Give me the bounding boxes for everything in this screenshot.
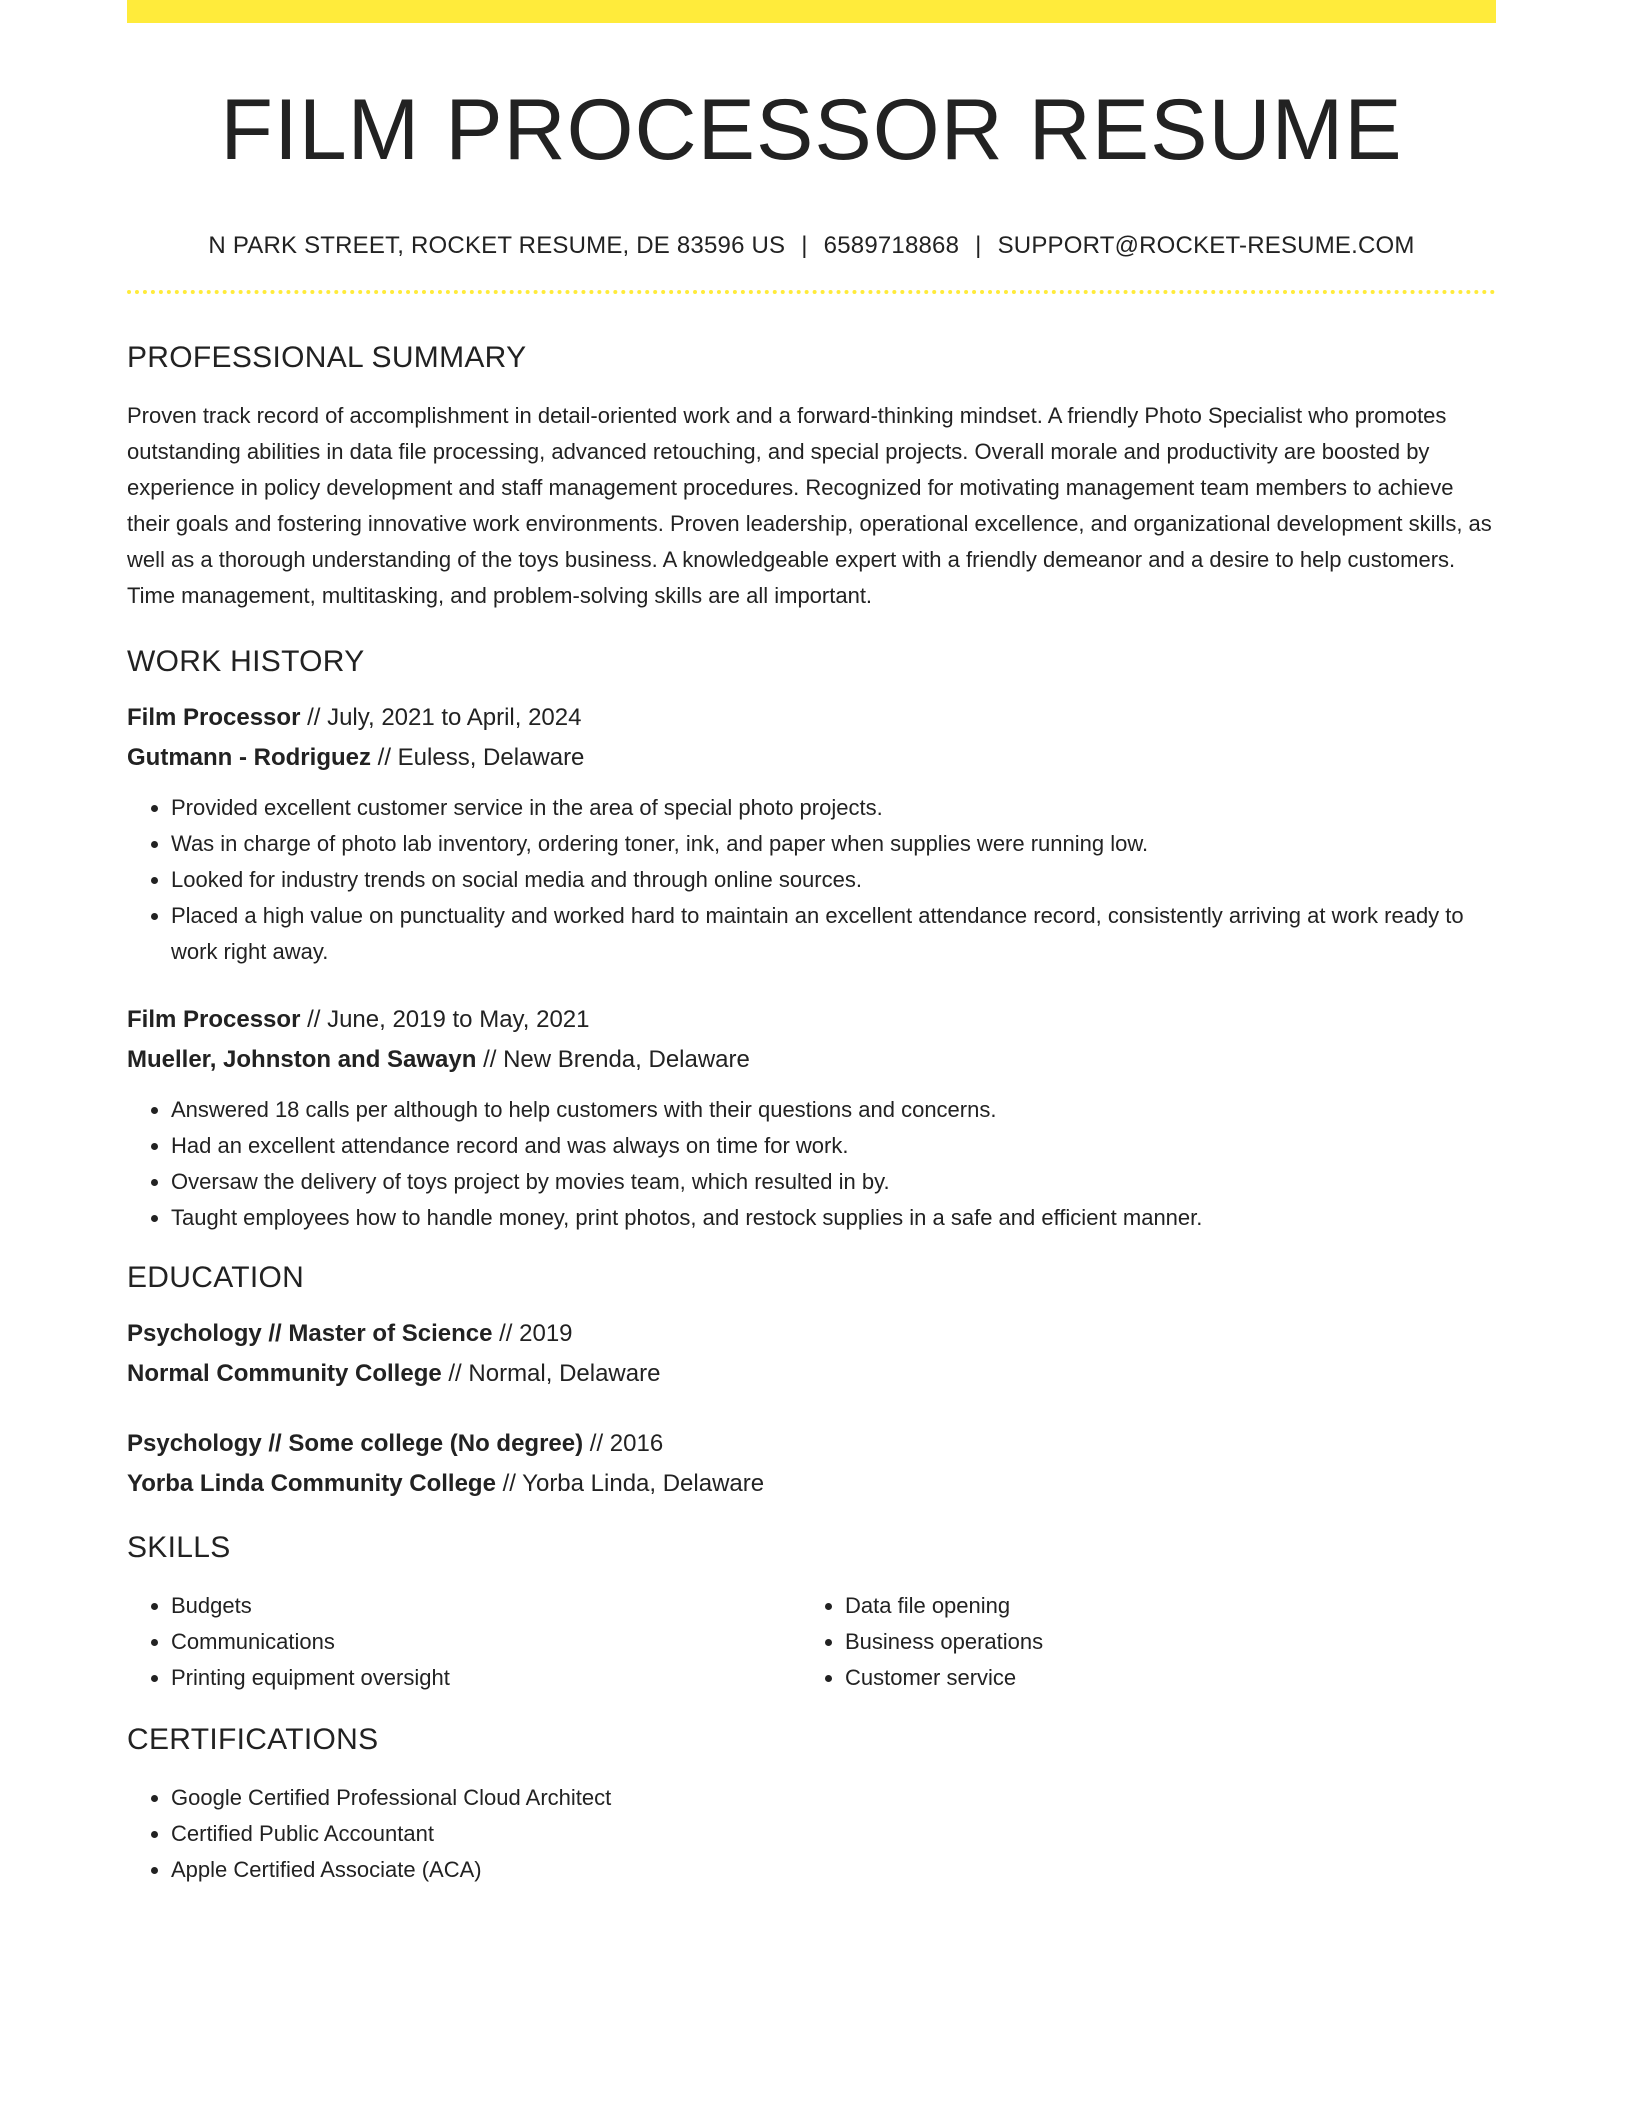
education-degree: Psychology // Master of Science: [127, 1319, 493, 1347]
skill-item: • Budgets: [171, 1588, 801, 1624]
dotted-divider: [127, 290, 1496, 294]
education-location: // Yorba Linda, Delaware: [495, 1469, 765, 1497]
job-dates: // July, 2021 to April, 2024: [300, 703, 582, 731]
skill-item: • Printing equipment oversight: [171, 1660, 801, 1696]
certifications-list: [127, 1780, 1496, 1888]
job-bullet-list: [127, 790, 1496, 970]
skills-list-left: [127, 1588, 801, 1696]
job-entry: [127, 698, 1496, 970]
education-degree: Psychology // Some college (No degree): [127, 1429, 584, 1457]
education-degree-line: [127, 1424, 1496, 1464]
education-entry: [127, 1314, 1496, 1394]
certification-item: • Apple Certified Associate (ACA): [171, 1852, 1496, 1888]
skill-item: • Customer service: [845, 1660, 1475, 1696]
contact-address: N PARK STREET, ROCKET RESUME, DE 83596 US: [208, 232, 786, 260]
job-bullet: • Placed a high value on punctuality and worked hard to maintain an excellent attendance record, consistently arriving at work ready to work right away.: [171, 898, 1496, 970]
job-bullet: • Taught employees how to handle money, print photos, and restock supplies in a safe and efficient manner.: [171, 1200, 1496, 1236]
job-title: Film Processor: [127, 1005, 301, 1033]
contact-separator: |: [801, 232, 808, 260]
job-bullet-list: [127, 1092, 1496, 1236]
job-company: Mueller, Johnston and Sawayn: [127, 1045, 477, 1073]
skills-grid: [127, 1588, 1496, 1696]
education-year: // 2019: [492, 1319, 573, 1347]
education-degree-line: [127, 1314, 1496, 1354]
job-bullet: • Had an excellent attendance record and was always on time for work.: [171, 1128, 1496, 1164]
job-bullet: • Was in charge of photo lab inventory, ordering toner, ink, and paper when supplies were running low.: [171, 826, 1496, 862]
contact-separator: |: [975, 232, 982, 260]
education-school: Normal Community College: [127, 1359, 442, 1387]
certification-item: • Certified Public Accountant: [171, 1816, 1496, 1852]
job-location: // New Brenda, Delaware: [476, 1045, 750, 1073]
section-heading-work-history: WORK HISTORY: [127, 644, 365, 678]
job-dates: // June, 2019 to May, 2021: [300, 1005, 590, 1033]
education-location: // Normal, Delaware: [441, 1359, 661, 1387]
job-bullet: • Provided excellent customer service in the area of special photo projects.: [171, 790, 1496, 826]
section-heading-summary: PROFESSIONAL SUMMARY: [127, 340, 527, 374]
job-company: Gutmann - Rodriguez: [127, 743, 371, 771]
contact-phone: 6589718868: [823, 232, 960, 260]
job-location: // Euless, Delaware: [370, 743, 585, 771]
job-company-line: [127, 1040, 1496, 1080]
resume-title: FILM PROCESSOR RESUME: [220, 82, 1403, 178]
section-heading-skills: SKILLS: [127, 1530, 231, 1564]
education-school-line: [127, 1464, 1496, 1504]
section-heading-education: EDUCATION: [127, 1260, 305, 1294]
job-bullet: • Answered 18 calls per although to help customers with their questions and concerns.: [171, 1092, 1496, 1128]
job-bullet: • Oversaw the delivery of toys project by movies team, which resulted in by.: [171, 1164, 1496, 1200]
section-heading-certifications: CERTIFICATIONS: [127, 1722, 379, 1756]
job-title-line: [127, 698, 1496, 738]
education-year: // 2016: [583, 1429, 664, 1457]
skill-item: • Business operations: [845, 1624, 1475, 1660]
job-company-line: [127, 738, 1496, 778]
job-bullet: • Looked for industry trends on social media and through online sources.: [171, 862, 1496, 898]
resume-page: [127, 0, 1496, 1888]
job-entry: [127, 1000, 1496, 1236]
skill-item: • Communications: [171, 1624, 801, 1660]
education-school-line: [127, 1354, 1496, 1394]
education-entry: [127, 1424, 1496, 1504]
skills-list-right: [801, 1588, 1475, 1696]
education-school: Yorba Linda Community College: [127, 1469, 496, 1497]
certification-item: • Google Certified Professional Cloud Architect: [171, 1780, 1496, 1816]
skill-item: • Data file opening: [845, 1588, 1475, 1624]
job-title: Film Processor: [127, 703, 301, 731]
contact-email: SUPPORT@ROCKET-RESUME.COM: [997, 232, 1415, 260]
summary-paragraph: Proven track record of accomplishment in detail-oriented work and a forward-thinking mindset. A friendly Photo Specialist who promotes outstanding abilities in data file processing, advanced retouching, and special projects. Overall morale and productivity are boosted by experience in policy development and staff management procedures. Recognized for motivating management team members to achieve their goals and fostering innovative work environments. Proven leadership, operational excellence, and organizational development skills, as well as a thorough understanding of the toys business. A knowledgeable expert with a friendly demeanor and a desire to help customers. Time management, multitasking, and problem-solving skills are all important.: [127, 402, 1492, 608]
job-title-line: [127, 1000, 1496, 1040]
top-accent-bar: [127, 0, 1496, 23]
contact-line: [127, 232, 1496, 261]
